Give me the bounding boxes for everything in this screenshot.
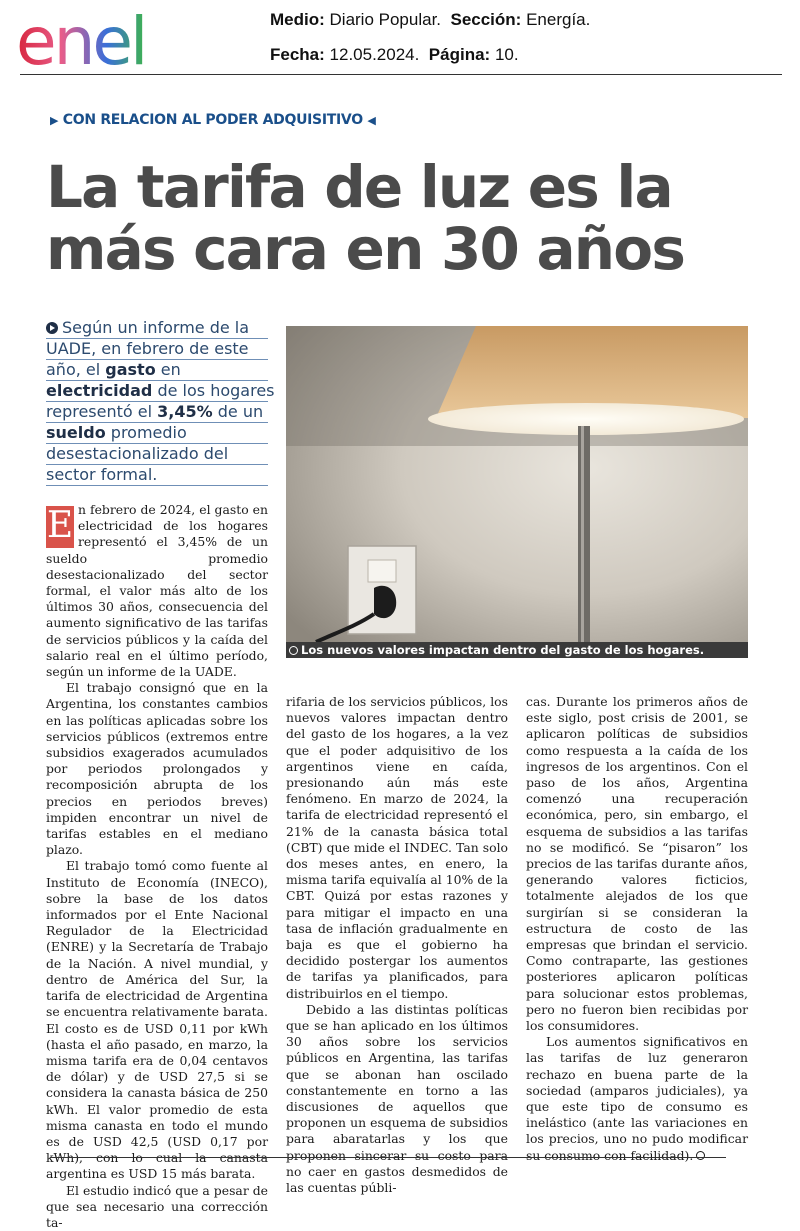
body-column-3 xyxy=(526,694,748,1164)
seccion-label: Sección: xyxy=(450,10,522,29)
pagina-value: 10. xyxy=(494,45,519,64)
lead-line: sueldo promedio xyxy=(46,423,187,442)
caption-text: Los nuevos valores impactan dentro del gasto de los hogares. xyxy=(301,643,705,657)
lead-line: representó el 3,45% de un xyxy=(46,402,264,421)
end-mark-icon xyxy=(696,1151,705,1160)
lead-line: Según un informe de la xyxy=(62,318,250,337)
paragraph: El trabajo consignó que en la Argentina, los constantes cambios en las políticas aplicadas sobre los servicios públicos (extremos entre subsidios exagerados acumulados por periodos prolongados y recomposición abrupta de los precios en periodos breves) impiden encontrar un nivel de tarifas estables en el mediano plazo. xyxy=(46,680,268,858)
paragraph: El estudio indicó que a pesar de que sea necesario una corrección ta- xyxy=(46,1182,268,1230)
body-column-1 xyxy=(46,502,268,1231)
medio-value: Diario Popular. xyxy=(329,10,442,29)
paragraph-text: n febrero de 2024, el gasto en electricidad de los hogares representó el 3,45% de un sueldo promedio desestacionalizado del sector formal, el valor más alto de los últimos 30 años, consecuencia del aumento significativo de las tarifas de servicios públicos y la caída del salario real en el último período, según un informe de la UADE. xyxy=(46,502,268,680)
caption-arrow-icon xyxy=(289,646,298,655)
play-circle-icon xyxy=(46,322,58,334)
header-divider xyxy=(20,74,782,75)
kicker xyxy=(50,112,376,128)
lead-line: año, el gasto en xyxy=(46,360,181,379)
headline-line: La tarifa de luz es la xyxy=(46,153,672,221)
paragraph-text: Los aumentos significativos en las tarifas de luz generaron rechazo en buena parte de la sociedad (amparos judiciales), ya que este tipo de consumo es inelástico (ante las variaciones en los precios, uno no pudo modificar su consumo con facilidad). xyxy=(526,1034,748,1163)
headline-line: más cara en 30 años xyxy=(46,215,685,283)
lead-line: sector formal. xyxy=(46,465,158,484)
lamp-photo xyxy=(286,326,748,642)
fecha-value: 12.05.2024. xyxy=(329,45,420,64)
photo-caption xyxy=(286,642,748,658)
headline xyxy=(46,153,766,283)
lead-summary xyxy=(46,318,275,486)
paragraph: El trabajo tomó como fuente al Instituto de Economía (INECO), sobre la base de los datos informados por el Ente Nacional Regulador de la Electricidad (ENRE) y la Secretaría de Trabajo de la Nación. A nivel mundial, y dentro de América del Sur, la tarifa de electricidad de Argentina se encuentra relativamente barata. El costo es de USD 0,11 por kWh (hasta el año pasado, en marzo, la misma tarifa era de 0,04 centavos de dólar) y de USD 27,5 si se considera la canasta básica de 250 kWh. El valor promedio de esta misma canasta en todo el mundo es de USD 42,5 (USD 0,17 por kWh), con lo cual la canasta argentina es USD 15 más barata. xyxy=(46,858,268,1182)
lead-line: electricidad de los hogares xyxy=(46,381,275,400)
body-column-2 xyxy=(286,694,508,1196)
paragraph: Debido a las distintas políticas que se han aplicado en los últimos 30 años sobre los servicios públicos en Argentina, las tarifas que se abonan han oscilado constantemente en torno a las discusiones de aquellos que proponen un esquema de subsidios para abaratarlas y los que proponen sincerar su costo para no caer en gastos desmedidos de las cuentas públi- xyxy=(286,1001,508,1196)
drop-cap: E xyxy=(46,505,74,546)
kicker-right-arrow-icon: ◀ xyxy=(367,114,376,127)
medio-label: Medio: xyxy=(270,10,325,29)
lead-line: UADE, en febrero de este xyxy=(46,339,249,358)
kicker-left-arrow-icon: ▶ xyxy=(50,114,59,127)
header-line-1 xyxy=(270,10,590,30)
fecha-label: Fecha: xyxy=(270,45,325,64)
paragraph: cas. Durante los primeros años de este siglo, post crisis de 2001, se aplicaron políticas de subsidios como respuesta a la caída de los ingresos de los argentinos. Con el paso de los años, Argentina comenzó una recuperación económica, pero, sin embargo, el esquema de subsidios a las tarifas no se modificó. Se “pisaron” los precios de las tarifas durante años, generando valores ficticios, totalmente alejados de los que surgirían si se consideran la estructura de costo de las empresas que brindan el servicio. Como contraparte, las gestiones posteriores aplicaron políticas para solucionar estos problemas, pero no fueron bien recibidas por los consumidores. xyxy=(526,694,748,1034)
enel-logo xyxy=(16,6,181,78)
footer-divider xyxy=(50,1157,726,1158)
seccion-value: Energía. xyxy=(526,10,591,29)
paragraph xyxy=(46,502,268,680)
svg-text:enel: enel xyxy=(16,6,146,78)
paragraph: rifaria de los servicios públicos, los nuevos valores impactan dentro del gasto de los hogares, a la vez que el poder adquisitivo de los argentinos viene en caída, presionando aún más este fenómeno. En marzo de 2024, la tarifa de electricidad representó el 21% de la canasta básica total (CBT) que mide el INDEC. Tan solo dos meses antes, en enero, la misma tarifa equivalía al 10% de la CBT. Quizá por estas razones y para mitigar el impacto en una tasa de inflación gradualmente en baja es que el gobierno ha decidido postergar los aumentos de tarifas ya planificados, para distribuirlos en el tiempo. xyxy=(286,694,508,1001)
paragraph xyxy=(526,1034,748,1164)
header-line-2 xyxy=(270,45,519,65)
pagina-label: Página: xyxy=(428,45,491,64)
lead-line: desestacionalizado del xyxy=(46,444,229,463)
kicker-text: CON RELACION AL PODER ADQUISITIVO xyxy=(62,112,363,128)
